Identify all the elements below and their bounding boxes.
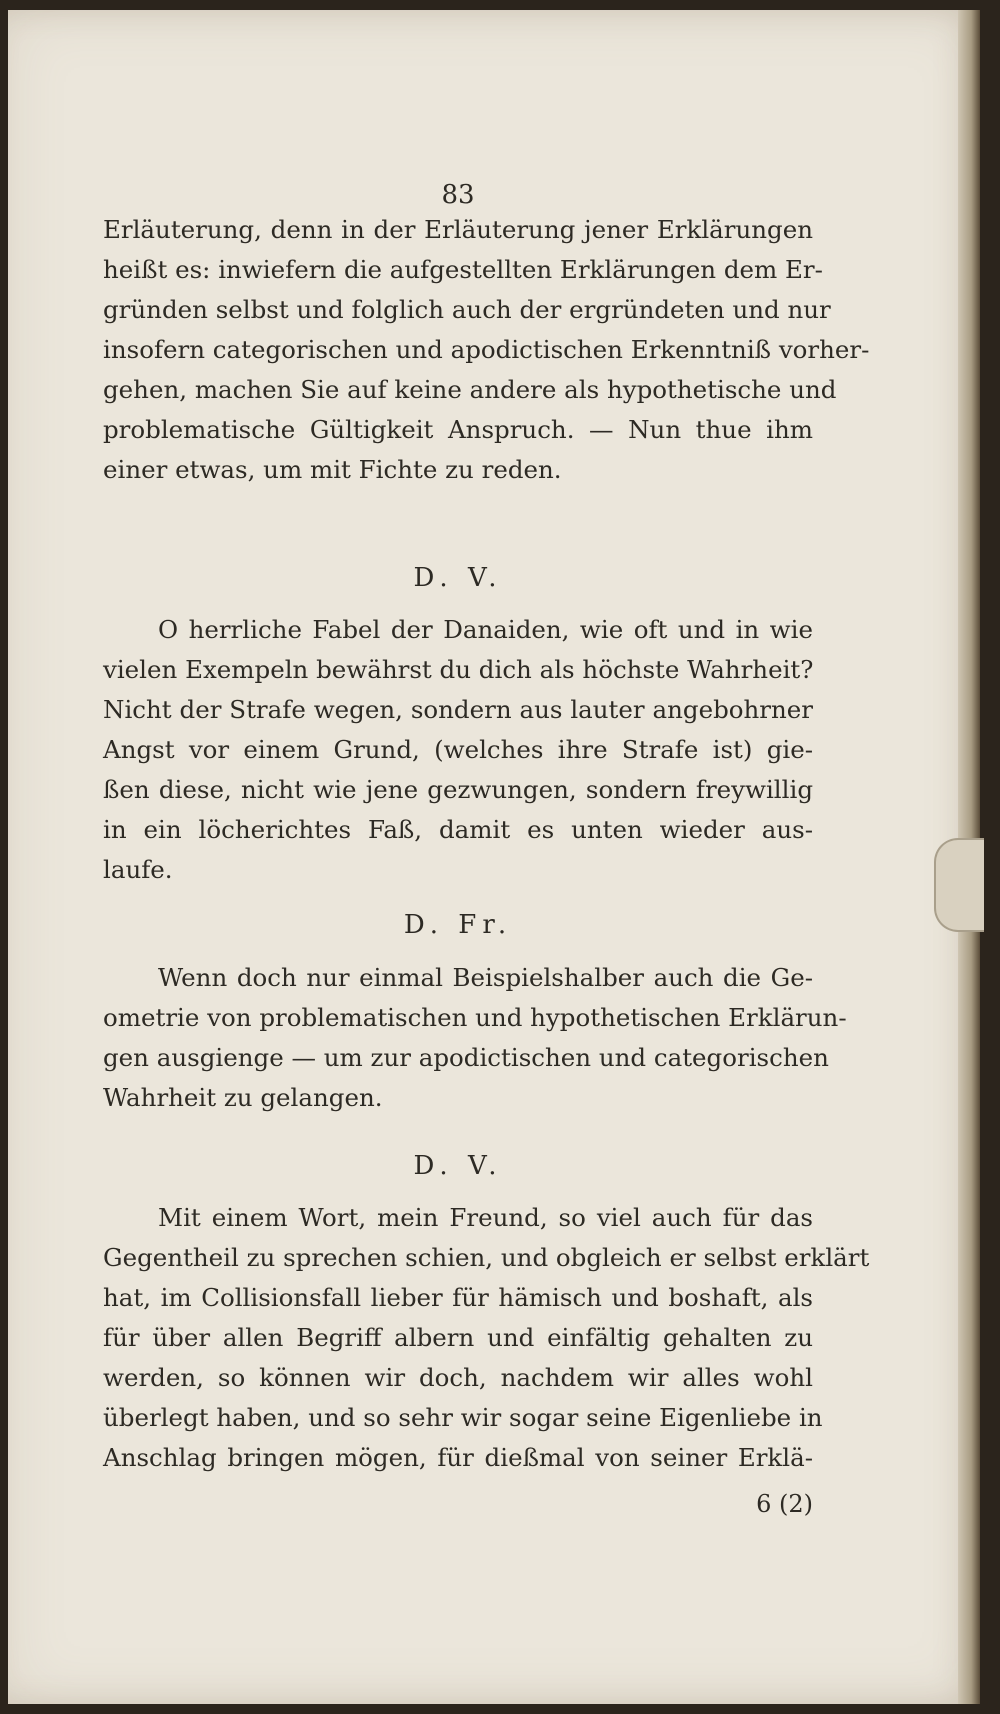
text-line: gen ausgienge — um zur apodictischen und categorischen [103, 1043, 829, 1072]
text-line: vielen Exempeln bewährst du dich als höchste Wahrheit? [103, 655, 814, 684]
page-tab [934, 838, 984, 932]
text-line: überlegt haben, und so sehr wir sogar seine Eigenliebe in [103, 1403, 823, 1432]
text-line: gehen, machen Sie auf keine andere als hypothetische und [103, 375, 837, 404]
text-line: gründen selbst und folglich auch der ergründeten und nur [103, 295, 831, 324]
text-line: Erläuterung, denn in der Erläuterung jener Erklärungen [103, 215, 813, 244]
text-line: Gegentheil zu sprechen schien, und obgleich er selbst erklärt [103, 1243, 870, 1272]
text-line: ometrie von problematischen und hypothetischen Erklärun- [103, 1003, 847, 1032]
text-line: laufe. [103, 855, 173, 884]
paragraph-4 [103, 1198, 870, 1478]
paragraph-2 [103, 610, 813, 890]
text-line: Nicht der Strafe wegen, sondern aus lauter angebohrner [103, 695, 813, 724]
paragraph-1 [103, 210, 870, 490]
text-line: O herrliche Fabel der Danaiden, wie oft und in wie [158, 615, 813, 644]
text-line: Wenn doch nur einmal Beispielshalber auch die Ge- [158, 963, 813, 992]
book-page [8, 10, 980, 1704]
text-line: insofern categorischen und apodictischen Erkenntniß vorher- [103, 335, 870, 364]
speaker-heading: D. Fr. [403, 910, 513, 940]
text-line: heißt es: inwiefern die aufgestellten Erklärungen dem Er- [103, 255, 823, 284]
text-line: ßen diese, nicht wie jene gezwungen, sondern freywillig [103, 775, 813, 804]
text-line: werden, so können wir doch, nachdem wir alles wohl [103, 1363, 813, 1392]
page-number: 83 [441, 180, 475, 210]
text-line: hat, im Collisionsfall lieber für hämisch und boshaft, als [103, 1283, 813, 1312]
speaker-heading: D. V. [413, 563, 503, 593]
signature-mark: 6 (2) [756, 1490, 813, 1518]
text-line: einer etwas, um mit Fichte zu reden. [103, 455, 562, 484]
speaker-heading: D. V. [413, 1151, 503, 1181]
text-line: Wahrheit zu gelangen. [103, 1083, 383, 1112]
text-line: in ein löcherichtes Faß, damit es unten wieder aus- [103, 815, 813, 844]
paragraph-3 [103, 958, 847, 1118]
text-line: Mit einem Wort, mein Freund, so viel auch für das [158, 1203, 813, 1232]
text-line: Anschlag bringen mögen, für dießmal von seiner Erklä- [103, 1443, 813, 1472]
text-line: für über allen Begriff albern und einfältig gehalten zu [103, 1323, 813, 1352]
text-line: problematische Gültigkeit Anspruch. — Nun thue ihm [103, 415, 813, 444]
text-line: Angst vor einem Grund, (welches ihre Strafe ist) gie- [103, 735, 813, 764]
